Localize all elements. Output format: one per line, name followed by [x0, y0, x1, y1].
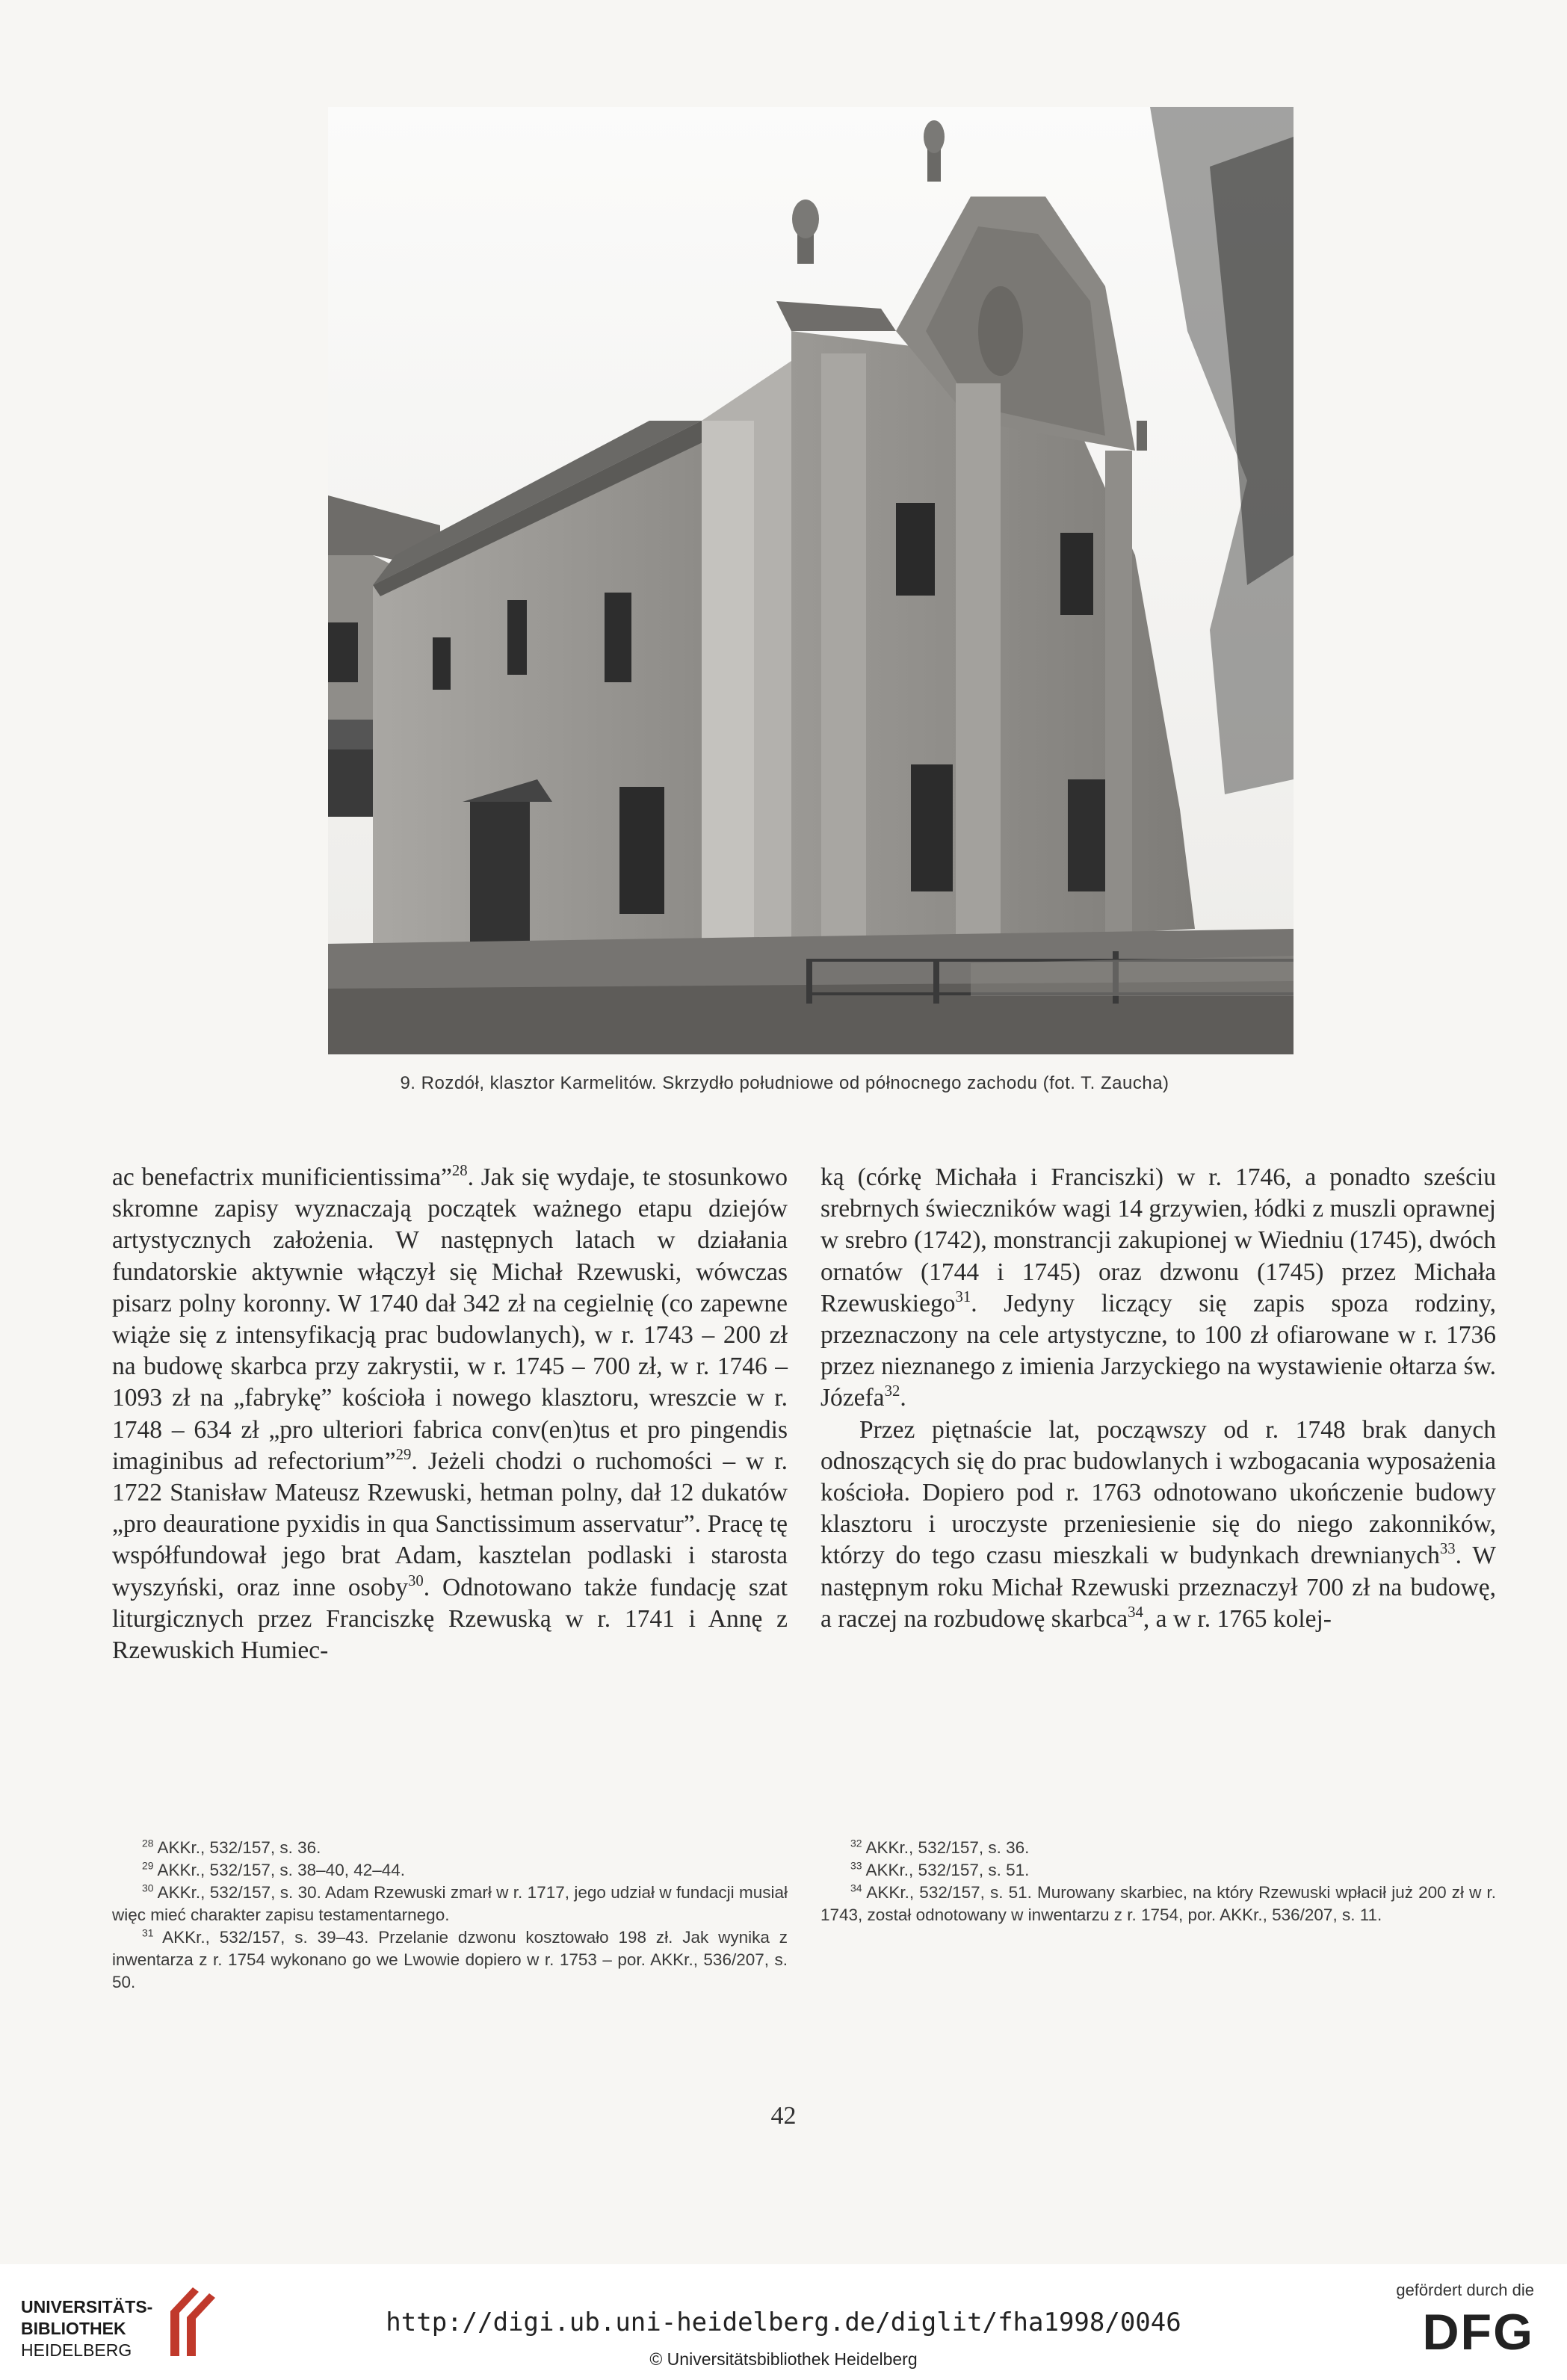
page-number: 42: [770, 2102, 797, 2130]
paragraph: ac benefactrix munificientissima”$^{28}$. Jak się wydaje, te stosunkowo skromne zapisy wyznaczają początek ważnego etapu dziejów artystycznych założenia. W następnych latach w działania fundatorskie aktywnie włączył się Michał Rzewuski, wówczas pisarz polny koronny. W 1740 dał 342 zł na cegielnię (co zapewne wiąże się z intensyfikacją prac budowlanych), w r. 1743 – 200 zł na budowę skarbca przy zakrystii, w r. 1745 – 700 zł, w r. 1746 – 1093 zł na „fabrykę” kościoła i nowego klasztoru, wreszcie w r. 1748 – 634 zł „pro ulteriori fabrica conv(en)tus et pro pingendis imaginibus ad refectorium”$^{29}$. Jeżeli chodzi o ruchomości – w r. 1722 Stanisław Mateusz Rzewuski, hetman polny, dał 12 dukatów „pro deauratione pyxidis in qua Sanctissimum asservatur”. Pracę tę współfundował jego brat Adam, kasztelan podlaski i starosta wyszyński, oraz inne osoby$^{30}$. Odnotowano także fundację szat liturgicznych przez Franciszkę Rzewuską w r. 1741 i Annę z Rzewuskich Humiec-: [112, 1162, 788, 1665]
library-name-line1: UNIVERSITÄTS-: [21, 2297, 153, 2316]
footnote: $^{32}$ AKKr., 532/157, s. 36.: [850, 1837, 1030, 1857]
dfg-logo: DFG: [1422, 2304, 1534, 2361]
text-column-left: [112, 1162, 788, 1666]
permalink-url[interactable]: http://digi.ub.uni-heidelberg.de/diglit/fha1998/0046: [386, 2308, 1181, 2337]
text-column-right: [820, 1162, 1496, 1635]
footnotes-right: [820, 1837, 1496, 1926]
paragraph: ką (córkę Michała i Franciszki) w r. 1746, a ponadto sześciu srebrnych świeczników wagi 14 grzywien, łódki z muszli oprawnej w srebro (1742), monstrancji zakupionej w Wiedniu (1745), dwóch ornatów (1744 i 1745) oraz dzwonu (1745) przez Michała Rzewuskiego$^{31}$. Jedyny liczący się zapis spoza rodziny, przeznaczony na cele artystyczne, to 100 zł ofiarowane w r. 1736 przez nieznanego z imienia Jarzyckiego na wystawienie ołtarza św. Józefa$^{32}$.: [820, 1163, 1496, 1412]
library-name-line3: HEIDELBERG: [21, 2340, 132, 2360]
footnote: $^{30}$ AKKr., 532/157, s. 30. Adam Rzewuski zmarł w r. 1717, jego udział w fundacji musiał więc mieć charakter zapisu testamentarnego.: [112, 1882, 788, 1924]
footnote: $^{29}$ AKKr., 532/157, s. 38–40, 42–44.: [142, 1859, 406, 1879]
library-name-line2: BIBLIOTHEK: [21, 2319, 126, 2338]
footnote: $^{33}$ AKKr., 532/157, s. 51.: [850, 1859, 1030, 1879]
paragraph: Przez piętnaście lat, począwszy od r. 1748 brak danych odnoszących się do prac budowlanych i wzbogacania wyposażenia kościoła. Dopiero pod r. 1763 odnotowano ukończenie budowy klasztoru i uroczyste przeniesienie się do niego zakonników, którzy do tego czasu mieszkali w budynkach drewnianych$^{33}$. W następnym roku Michał Rzewuski przeznaczył 700 zł na budowę, a raczej na rozbudowę skarbca$^{34}$, a w r. 1765 kolej-: [820, 1415, 1496, 1633]
footnote: $^{28}$ AKKr., 532/157, s. 36.: [142, 1837, 321, 1857]
footnote: $^{31}$ AKKr., 532/157, s. 39–43. Przelanie dzwonu kosztowało 198 zł. Jak wynika z inwentarza z r. 1754 wykonano go we Lwowie dopiero w r. 1753 – por. AKKr., 536/207, s. 50.: [112, 1926, 788, 1991]
monastery-photo-drawing: [328, 107, 1294, 1054]
monastery-photo: [328, 107, 1294, 1054]
footnote: $^{34}$ AKKr., 532/157, s. 51. Murowany skarbiec, na który Rzewuski wpłacił już 200 zł w r. 1743, został odnotowany w inwentarzu z r. 1754, por. AKKr., 536/207, s. 11.: [820, 1882, 1496, 1924]
funding-label: gefördert durch die: [1396, 2281, 1534, 2299]
copyright-notice: © Universitätsbibliothek Heidelberg: [649, 2349, 918, 2369]
footnotes-left: [112, 1837, 788, 1994]
figure-caption: 9. Rozdół, klasztor Karmelitów. Skrzydło południowe od północnego zachodu (fot. T. Zaucha): [400, 1073, 1169, 1093]
